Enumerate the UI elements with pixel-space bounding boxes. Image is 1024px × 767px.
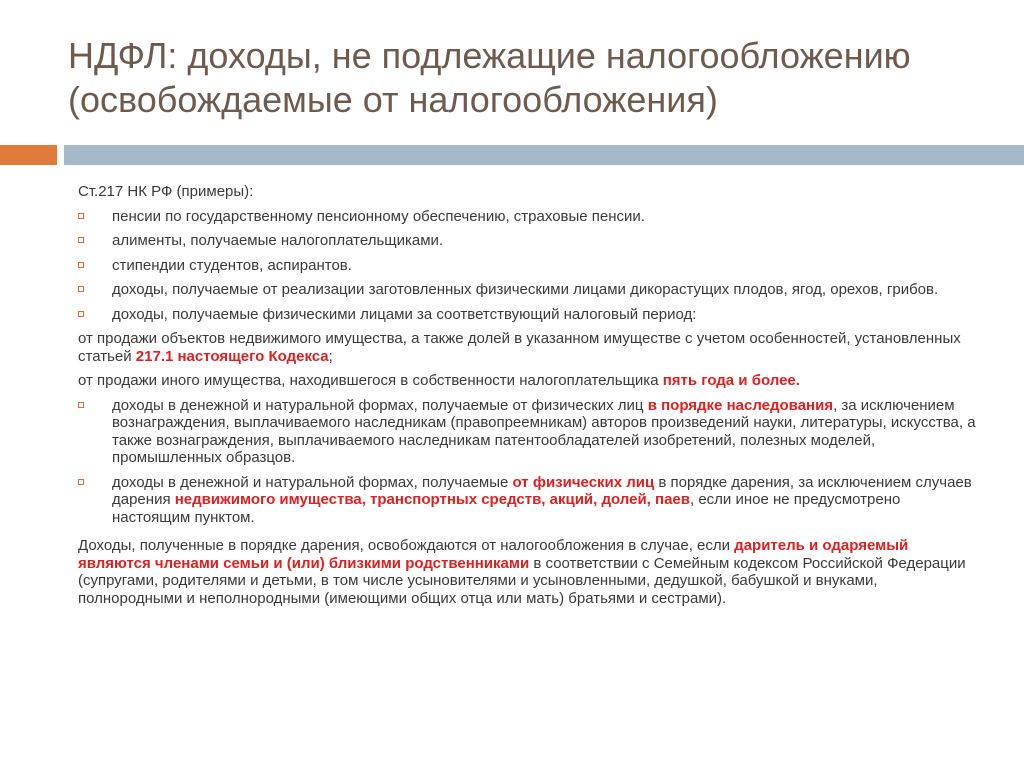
bullet-item-period-income	[78, 306, 978, 324]
slide-title-line-2: (освобождаемые от налогообложения)	[68, 79, 718, 120]
paragraph-text-cont: в соответствии с Семейным кодексом Российской Федерации (супругами, родителями и детьми, в том числе усыновителями и усыновленными, дедушкой, бабушкой и внуками, полнородными и неполнородными (имеющими общих отца или мать) братьями и сестрами).	[78, 554, 966, 607]
accent-bar-blue	[64, 145, 1024, 165]
bullet-text: пенсии по государственному пенсионному обеспечению, страховые пенсии.	[112, 207, 645, 225]
bullet-item-pensions	[78, 208, 978, 226]
paragraph-family-gifts	[78, 537, 978, 607]
paragraph-real-estate-sale	[78, 330, 978, 365]
bullet-item-inheritance	[78, 397, 978, 467]
square-bullet-icon	[78, 213, 84, 219]
bullet-text-end: , если иное не предусмотрено настоящим пунктом.	[112, 491, 901, 526]
paragraph-text-end: ;	[328, 347, 333, 365]
square-bullet-icon	[78, 402, 84, 408]
paragraph-text: от продажи иного имущества, находившегося в собственности налогоплательщика	[78, 372, 663, 389]
bullet-item-alimony	[78, 232, 978, 250]
paragraph-text: от продажи объектов недвижимого имущества, а также долей в указанном имуществе с учетом особенностей, установленных статьей	[78, 330, 961, 365]
slide-title-line-1: НДФЛ: доходы, не подлежащие налогообложению	[68, 35, 911, 76]
accent-bar-orange	[0, 145, 57, 165]
slide-body	[78, 183, 978, 614]
bullet-text: доходы в денежной и натуральной формах, получаемые	[112, 473, 513, 491]
paragraph-other-property-sale	[78, 372, 978, 390]
bullet-text: доходы, получаемые от реализации заготовленных физическими лицами дикорастущих плодов, ягод, орехов, грибов.	[112, 281, 939, 298]
square-bullet-icon	[78, 237, 84, 243]
bullet-item-gifts	[78, 474, 978, 527]
square-bullet-icon	[78, 311, 84, 317]
paragraph-text: Доходы, полученные в порядке дарения, освобождаются от налогообложения в случае, если	[78, 537, 735, 554]
highlight-family-relatives: даритель и одаряемый являются членами семьи и (или) близкими родственниками	[78, 537, 909, 572]
slide-title	[68, 34, 998, 122]
highlight-ownership-period: пять года и более.	[662, 372, 800, 389]
bullet-text-cont: в порядке дарения, за исключением случаев дарения	[112, 473, 972, 508]
square-bullet-icon	[78, 286, 84, 292]
bullet-text: доходы, получаемые физическими лицами за соответствующий налоговый период:	[112, 305, 697, 323]
bullet-text: алименты, получаемые налогоплательщиками.	[112, 232, 444, 249]
intro-text: Ст.217 НК РФ (примеры):	[78, 183, 254, 200]
highlight-from-individuals: от физических лиц	[512, 473, 655, 491]
bullet-item-wild-harvest	[78, 281, 978, 299]
highlight-article-ref: 217.1 настоящего Кодекса	[135, 347, 329, 365]
square-bullet-icon	[78, 262, 84, 268]
bullet-text: доходы в денежной и натуральной формах, получаемые от физических лиц	[112, 396, 648, 414]
bullet-item-stipends	[78, 257, 978, 275]
highlight-excluded-assets: недвижимого имущества, транспортных средств, акций, долей, паев	[174, 491, 690, 508]
bullet-text-cont: , за исключением вознаграждения, выплачиваемого наследникам (правопреемникам) авторов произведений науки, литературы, искусства, а также вознаграждения, выплачиваемого наследникам патентообладателей изобретений, полезных моделей, промышленных образцов.	[112, 396, 976, 466]
square-bullet-icon	[78, 479, 84, 485]
highlight-inheritance: в порядке наследования	[647, 396, 834, 414]
bullet-text: стипендии студентов, аспирантов.	[112, 256, 352, 274]
